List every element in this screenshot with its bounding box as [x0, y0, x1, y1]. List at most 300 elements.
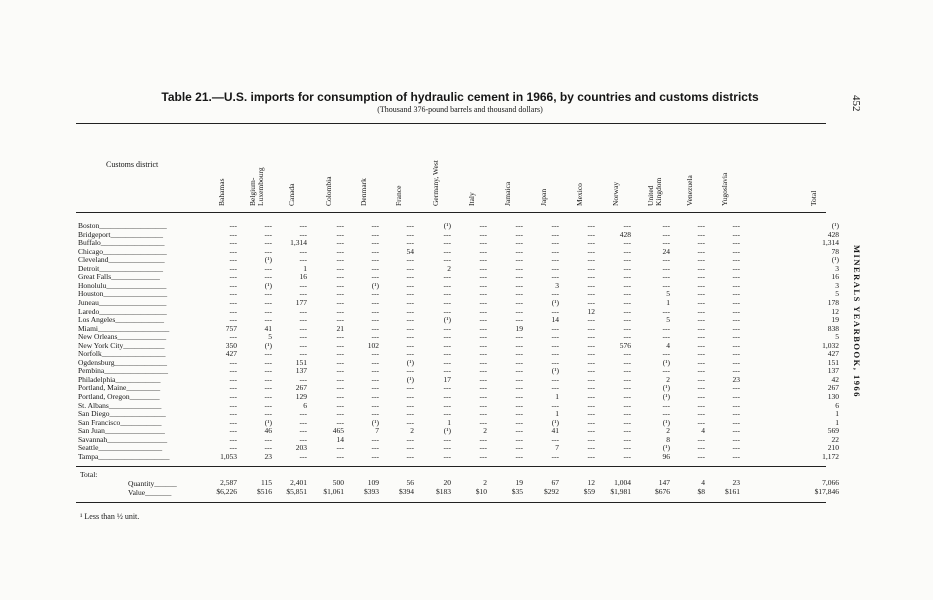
table-cell: --- — [406, 272, 414, 282]
table-cell: --- — [587, 323, 595, 333]
table-cell: --- — [551, 238, 559, 248]
table-cell: --- — [299, 229, 307, 239]
table-cell: --- — [732, 229, 740, 239]
table-cell: --- — [479, 323, 487, 333]
column-header — [360, 178, 368, 206]
table-cell: --- — [336, 409, 344, 419]
table-cell: --- — [371, 443, 379, 453]
total-quantity-cell: 109 — [367, 478, 379, 487]
table-cell: --- — [732, 426, 740, 436]
total-rule — [76, 466, 826, 467]
table-cell: 350 — [225, 340, 237, 350]
table-cell: --- — [443, 246, 451, 256]
table-cell: --- — [299, 417, 307, 427]
table-cell: --- — [551, 374, 559, 384]
table-cell: 78 — [831, 246, 839, 256]
table-cell: 576 — [619, 340, 631, 350]
table-cell: --- — [479, 366, 487, 376]
table-cell: --- — [697, 374, 705, 384]
table-cell: --- — [587, 263, 595, 273]
table-cell: --- — [732, 272, 740, 282]
table-cell: --- — [515, 221, 523, 230]
table-cell: 1,032 — [822, 340, 839, 350]
table-cell: --- — [229, 400, 237, 410]
table-cell: (¹) — [662, 443, 670, 453]
table-cell: --- — [406, 434, 414, 444]
table-cell: --- — [587, 392, 595, 401]
table-cell: --- — [515, 443, 523, 453]
table-cell: 210 — [827, 443, 839, 453]
table-cell: --- — [371, 349, 379, 359]
table-cell: --- — [371, 229, 379, 239]
table-cell: --- — [623, 409, 631, 419]
table-cell: --- — [697, 443, 705, 453]
table-cell: --- — [264, 409, 272, 419]
table-cell: --- — [371, 255, 379, 265]
table-cell: --- — [299, 323, 307, 333]
table-cell: --- — [406, 238, 414, 248]
table-cell: --- — [479, 374, 487, 384]
table-cell: --- — [336, 255, 344, 265]
table-cell: --- — [587, 451, 595, 461]
column-header — [218, 179, 226, 207]
table-cell: (¹) — [662, 357, 670, 367]
table-cell: 5 — [835, 332, 839, 342]
district-label: Ogdensburg______________ — [78, 357, 168, 367]
table-cell: --- — [406, 280, 414, 290]
column-header-line: Denmark — [359, 178, 368, 206]
table-cell: 1 — [835, 417, 839, 427]
table-cell: --- — [623, 400, 631, 410]
table-cell: 42 — [831, 374, 839, 384]
column-header — [288, 184, 296, 207]
table-cell: --- — [515, 392, 523, 401]
table-cell: 23 — [264, 451, 272, 461]
table-cell: 177 — [295, 297, 307, 307]
table-cell: --- — [479, 280, 487, 290]
table-cell: --- — [697, 323, 705, 333]
table-cell: --- — [264, 366, 272, 376]
table-cell: --- — [264, 238, 272, 248]
table-cell: --- — [336, 297, 344, 307]
table-cell: --- — [479, 434, 487, 444]
table-cell: --- — [697, 229, 705, 239]
table-cell: 5 — [666, 289, 670, 299]
table-cell: --- — [479, 332, 487, 342]
column-header — [810, 191, 818, 206]
table-cell: 2 — [410, 426, 414, 436]
table-cell: 3 — [835, 280, 839, 290]
table-cell: --- — [479, 392, 487, 401]
column-header-line: Kingdom — [654, 177, 663, 206]
column-header-line: Bahamas — [217, 178, 226, 206]
column-header-line: Colombia — [324, 176, 333, 206]
table-cell: --- — [443, 451, 451, 461]
table-cell: --- — [371, 400, 379, 410]
total-label: Total: — [80, 470, 98, 479]
table-cell: --- — [264, 229, 272, 239]
total-value-cell: $393 — [364, 487, 379, 496]
table-cell: --- — [229, 409, 237, 419]
column-header-line: Total — [809, 190, 818, 206]
table-cell: 96 — [662, 451, 670, 461]
table-cell: --- — [587, 272, 595, 282]
table-cell: --- — [406, 306, 414, 316]
table-cell: --- — [623, 289, 631, 299]
table-cell: 8 — [666, 434, 670, 444]
table-cell: --- — [587, 297, 595, 307]
table-cell: --- — [732, 451, 740, 461]
table-cell: --- — [662, 409, 670, 419]
table-cell: --- — [371, 409, 379, 419]
table-cell: --- — [299, 306, 307, 316]
table-cell: 1,053 — [220, 451, 237, 461]
table-cell: --- — [551, 340, 559, 350]
table-cell: --- — [623, 434, 631, 444]
table-cell: --- — [551, 246, 559, 256]
table-cell: --- — [229, 426, 237, 436]
table-cell: 14 — [336, 434, 344, 444]
table-cell: --- — [336, 272, 344, 282]
table-cell: --- — [732, 297, 740, 307]
table-cell: --- — [406, 400, 414, 410]
table-cell: --- — [264, 289, 272, 299]
table-cell: --- — [336, 366, 344, 376]
table-cell: --- — [587, 383, 595, 393]
table-cell: --- — [479, 349, 487, 359]
table-cell: --- — [623, 451, 631, 461]
district-label: Portland, Oregon________ — [78, 392, 160, 401]
table-cell: --- — [515, 374, 523, 384]
table-cell: (¹) — [406, 374, 414, 384]
table-cell: --- — [336, 400, 344, 410]
district-label: Great Falls_____________ — [78, 272, 160, 282]
table-cell: 838 — [827, 323, 839, 333]
table-cell: --- — [623, 383, 631, 393]
table-cell: --- — [406, 315, 414, 325]
district-label: San Diego_______________ — [78, 409, 166, 419]
table-cell: 1 — [303, 263, 307, 273]
table-cell: --- — [732, 238, 740, 248]
table-cell: --- — [371, 306, 379, 316]
table-cell: --- — [732, 383, 740, 393]
table-cell: --- — [479, 315, 487, 325]
quantity-label: Quantity______ — [128, 479, 177, 488]
table-cell: --- — [623, 221, 631, 230]
table-cell: --- — [264, 246, 272, 256]
table-cell: --- — [229, 289, 237, 299]
table-cell: --- — [697, 392, 705, 401]
table-cell: --- — [443, 289, 451, 299]
table-cell: --- — [229, 263, 237, 273]
table-cell: 178 — [827, 297, 839, 307]
table-cell: --- — [443, 366, 451, 376]
table-cell: --- — [299, 315, 307, 325]
table-cell: --- — [587, 417, 595, 427]
table-cell: 151 — [827, 357, 839, 367]
total-value-cell: $394 — [399, 487, 414, 496]
total-quantity-cell: 56 — [406, 478, 414, 487]
total-value-cell: $35 — [511, 487, 523, 496]
table-cell: --- — [697, 400, 705, 410]
table-cell: --- — [264, 306, 272, 316]
table-cell: 267 — [827, 383, 839, 393]
total-quantity-cell: 4 — [701, 478, 705, 487]
table-cell: --- — [551, 306, 559, 316]
table-cell: 16 — [831, 272, 839, 282]
table-cell: --- — [299, 434, 307, 444]
total-value-cell: $1,061 — [323, 487, 344, 496]
table-cell: --- — [479, 238, 487, 248]
total-value-cell: $8 — [697, 487, 705, 496]
total-value-cell: $10 — [475, 487, 487, 496]
table-cell: (¹) — [443, 315, 451, 325]
table-cell: --- — [371, 289, 379, 299]
table-cell: --- — [336, 238, 344, 248]
table-cell: 4 — [666, 340, 670, 350]
table-cell: --- — [406, 340, 414, 350]
column-header-line: Belgium- — [248, 177, 257, 206]
table-cell: --- — [336, 443, 344, 453]
table-cell: 2 — [447, 263, 451, 273]
table-cell: --- — [336, 280, 344, 290]
table-cell: --- — [264, 392, 272, 401]
column-header — [432, 160, 440, 206]
table-cell: (¹) — [443, 426, 451, 436]
table-cell: --- — [406, 443, 414, 453]
table-cell: --- — [229, 383, 237, 393]
table-cell: --- — [662, 255, 670, 265]
column-header — [647, 178, 663, 206]
table-cell: --- — [587, 426, 595, 436]
table-cell: 41 — [551, 426, 559, 436]
table-cell: 17 — [443, 374, 451, 384]
table-cell: --- — [551, 229, 559, 239]
table-cell: 2 — [666, 374, 670, 384]
table-cell: (¹) — [264, 280, 272, 290]
district-label: San Juan________________ — [78, 426, 165, 436]
table-cell: --- — [371, 366, 379, 376]
column-header-line: Jamaica — [503, 181, 512, 206]
table-cell: (¹) — [264, 340, 272, 350]
table-cell: 41 — [264, 323, 272, 333]
table-cell: --- — [299, 349, 307, 359]
column-header-line: Mexico — [575, 183, 584, 206]
table-cell: --- — [229, 246, 237, 256]
total-value-cell: $516 — [257, 487, 272, 496]
table-cell: --- — [336, 221, 344, 230]
table-cell: --- — [551, 400, 559, 410]
table-cell: 1 — [555, 409, 559, 419]
table-cell: --- — [229, 229, 237, 239]
table-cell: 5 — [666, 315, 670, 325]
table-cell: --- — [479, 272, 487, 282]
table-cell: --- — [336, 383, 344, 393]
table-cell: --- — [515, 306, 523, 316]
table-cell: --- — [371, 297, 379, 307]
table-cell: --- — [551, 272, 559, 282]
table-cell: --- — [264, 374, 272, 384]
table-cell: --- — [587, 315, 595, 325]
table-cell: --- — [371, 374, 379, 384]
table-cell: --- — [264, 272, 272, 282]
bottom-rule — [76, 502, 826, 503]
table-cell: 1 — [447, 417, 451, 427]
total-quantity-cell: 147 — [658, 478, 670, 487]
table-cell: 21 — [336, 323, 344, 333]
table-cell: --- — [479, 409, 487, 419]
table-cell: --- — [551, 434, 559, 444]
table-cell: --- — [732, 289, 740, 299]
table-cell: --- — [551, 357, 559, 367]
table-cell: --- — [515, 272, 523, 282]
table-cell: --- — [662, 238, 670, 248]
table-cell: --- — [697, 289, 705, 299]
table-cell: --- — [623, 306, 631, 316]
column-header-line: Luxembourg — [256, 167, 265, 206]
table-cell: --- — [229, 280, 237, 290]
table-cell: --- — [732, 349, 740, 359]
table-cell: --- — [479, 357, 487, 367]
table-cell: --- — [587, 255, 595, 265]
table-cell: --- — [587, 340, 595, 350]
table-cell: --- — [229, 374, 237, 384]
table-cell: --- — [732, 409, 740, 419]
top-rule — [76, 123, 826, 124]
table-cell: --- — [732, 221, 740, 230]
table-cell: 1 — [835, 409, 839, 419]
total-quantity-cell: 67 — [551, 478, 559, 487]
table-cell: (¹) — [551, 366, 559, 376]
table-cell: --- — [443, 297, 451, 307]
table-cell: --- — [623, 255, 631, 265]
table-cell: --- — [697, 434, 705, 444]
table-cell: --- — [732, 255, 740, 265]
district-label: Los Angeles_____________ — [78, 315, 165, 325]
table-cell: 5 — [835, 289, 839, 299]
table-cell: --- — [515, 255, 523, 265]
district-label: New York City___________ — [78, 340, 165, 350]
table-cell: --- — [515, 357, 523, 367]
table-cell: 4 — [701, 426, 705, 436]
table-cell: --- — [697, 417, 705, 427]
table-cell: 12 — [587, 306, 595, 316]
table-cell: 46 — [264, 426, 272, 436]
column-header-line: Canada — [287, 183, 296, 206]
column-header — [612, 182, 620, 206]
total-quantity-cell: 500 — [332, 478, 344, 487]
table-cell: --- — [406, 297, 414, 307]
table-cell: --- — [443, 349, 451, 359]
table-cell: --- — [443, 323, 451, 333]
district-label: St. Albans______________ — [78, 400, 162, 410]
table-cell: --- — [662, 366, 670, 376]
column-header — [576, 183, 584, 206]
table-cell: --- — [587, 443, 595, 453]
table-cell: --- — [697, 349, 705, 359]
table-cell: --- — [551, 383, 559, 393]
table-cell: --- — [515, 246, 523, 256]
table-cell: --- — [662, 229, 670, 239]
total-value-cell: $5,851 — [286, 487, 307, 496]
table-cell: --- — [515, 340, 523, 350]
table-cell: 19 — [831, 315, 839, 325]
table-cell: --- — [732, 340, 740, 350]
table-cell: --- — [515, 366, 523, 376]
table-cell: --- — [443, 229, 451, 239]
table-cell: --- — [443, 392, 451, 401]
table-cell: --- — [551, 289, 559, 299]
table-cell: --- — [662, 400, 670, 410]
table-cell: --- — [697, 221, 705, 230]
table-cell: 12 — [831, 306, 839, 316]
table-cell: --- — [371, 332, 379, 342]
table-cell: --- — [371, 383, 379, 393]
total-value-cell: $59 — [583, 487, 595, 496]
table-cell: --- — [515, 289, 523, 299]
table-cell: --- — [229, 392, 237, 401]
table-cell: --- — [551, 451, 559, 461]
table-cell: --- — [406, 349, 414, 359]
table-cell: --- — [371, 392, 379, 401]
table-cell: --- — [371, 272, 379, 282]
district-label: Seattle_________________ — [78, 443, 163, 453]
table-cell: --- — [406, 409, 414, 419]
table-cell: --- — [623, 349, 631, 359]
table-cell: --- — [229, 434, 237, 444]
table-cell: --- — [623, 374, 631, 384]
table-cell: --- — [264, 221, 272, 230]
table-cell: 137 — [827, 366, 839, 376]
table-cell: 23 — [732, 374, 740, 384]
table-cell: 22 — [831, 434, 839, 444]
district-label: Juneau__________________ — [78, 297, 167, 307]
table-cell: --- — [479, 221, 487, 230]
table-cell: --- — [623, 272, 631, 282]
table-cell: --- — [336, 315, 344, 325]
table-cell: --- — [587, 409, 595, 419]
table-cell: --- — [479, 340, 487, 350]
table-cell: --- — [662, 280, 670, 290]
table-cell: --- — [443, 280, 451, 290]
table-cell: --- — [336, 349, 344, 359]
table-cell: --- — [371, 357, 379, 367]
district-label: Buffalo_________________ — [78, 238, 165, 248]
table-cell: 1,314 — [822, 238, 839, 248]
table-cell: --- — [623, 392, 631, 401]
total-value-cell: $161 — [725, 487, 740, 496]
table-cell: --- — [264, 400, 272, 410]
table-cell: 5 — [268, 332, 272, 342]
table-cell: --- — [732, 263, 740, 273]
table-cell: (¹) — [371, 280, 379, 290]
table-cell: --- — [697, 238, 705, 248]
table-cell: --- — [732, 366, 740, 376]
table-cell: 757 — [225, 323, 237, 333]
district-column-header: Customs district — [106, 160, 159, 169]
table-cell: --- — [697, 315, 705, 325]
table-cell: --- — [551, 323, 559, 333]
table-cell: --- — [479, 451, 487, 461]
table-cell: --- — [443, 332, 451, 342]
table-cell: --- — [443, 238, 451, 248]
table-cell: --- — [443, 409, 451, 419]
table-cell: 7 — [375, 426, 379, 436]
district-label: Pembina_________________ — [78, 366, 168, 376]
table-cell: 1 — [555, 392, 559, 401]
table-cell: --- — [732, 306, 740, 316]
table-cell: --- — [229, 306, 237, 316]
